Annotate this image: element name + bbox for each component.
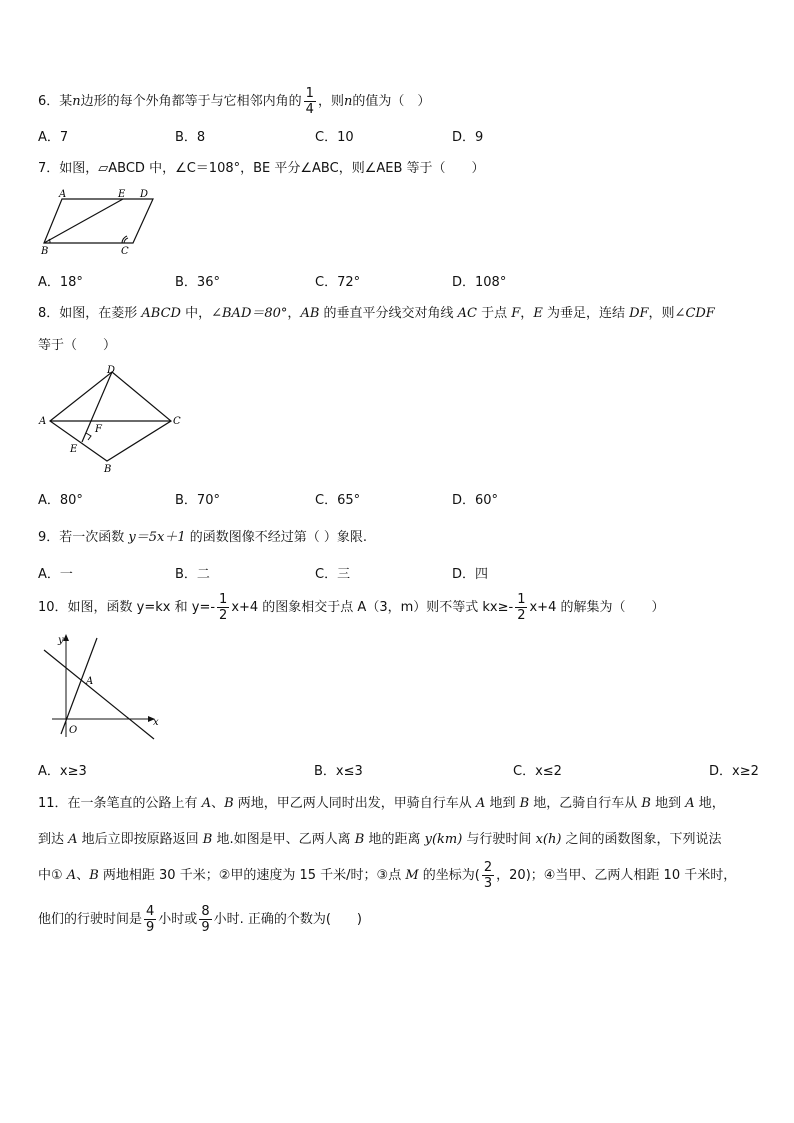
fraction-eight-ninths: $\frac{8}{9}$ <box>201 904 210 935</box>
q6-option-a: A．7 <box>38 130 69 145</box>
q8-option-a: A．80° <box>38 493 83 508</box>
q7-option-d: D．108° <box>452 275 507 290</box>
label-a: A <box>39 416 47 427</box>
label-b: B <box>41 246 49 257</box>
parallelogram-abcd <box>44 199 153 243</box>
q6-option-c: C．10 <box>315 130 354 145</box>
q9-option-c: C．三 <box>315 567 351 582</box>
label-d: D <box>140 189 149 200</box>
q9-option-b: B．二 <box>175 567 210 582</box>
q7-option-c: C．72° <box>315 275 361 290</box>
fraction-one-quarter: $\frac{1}{4}$ <box>305 86 314 117</box>
q7-stem: 7．如图，▱ABCD 中，∠C＝108°，BE 平分∠ABC，则∠AEB 等于（ ） <box>38 161 485 176</box>
q8-option-d: D．60° <box>452 493 499 508</box>
fraction-one-half: $\frac{1}{2}$ <box>219 592 228 623</box>
label-b: B <box>104 464 112 475</box>
q8-stem-line1: 8．如图，在菱形 ABCD 中，∠BAD＝80°，AB 的垂直平分线交对角线 AC 于点 F，E 为垂足，连结 DF，则∠CDF <box>38 306 715 321</box>
angle-c-arc-inner <box>124 238 128 243</box>
q7-option-b: B．36° <box>175 275 220 290</box>
q11-stem-line1: 11．在一条笔直的公路上有 A、B 两地，甲乙两人同时出发，甲骑自行车从 A 地到 B 地，乙骑自行车从 B 地到 A 地， <box>38 796 725 811</box>
fraction-two-thirds: $\frac{2}{3}$ <box>483 860 493 891</box>
q8-rhombus-figure <box>36 360 186 478</box>
rhombus-abcd <box>50 372 171 461</box>
label-a: A <box>59 189 67 200</box>
right-angle-mark <box>86 433 91 440</box>
q7-parallelogram-figure <box>38 188 168 258</box>
q9-stem: 9．若一次函数 y＝5x＋1 的函数图像不经过第（ ）象限. <box>38 530 368 545</box>
q10-option-a: A．x≥3 <box>38 764 87 779</box>
q6-option-d: D．9 <box>452 130 484 145</box>
q9-option-d: D．四 <box>452 567 489 582</box>
angle-b-arc <box>49 239 50 243</box>
label-e: E <box>118 189 126 200</box>
q11-stem-line3: 中① A、B 两地相距 30 千米；②甲的速度为 15 千米/时；③点 M 的坐标为( $\frac{2}{3}$ ，20)；④当甲、乙两人相距 10 千米时， <box>38 860 737 891</box>
q10-option-b: B．x≤3 <box>314 764 363 779</box>
segment-be <box>44 199 123 243</box>
label-c: C <box>173 416 181 427</box>
label-y: y <box>58 635 64 646</box>
label-a: A <box>86 676 94 687</box>
q8-option-c: C．65° <box>315 493 361 508</box>
label-o: O <box>69 725 78 736</box>
label-e: E <box>70 444 78 455</box>
fraction-one-half: $\frac{1}{2}$ <box>517 592 526 623</box>
q8-option-b: B．70° <box>175 493 220 508</box>
q8-stem-line2: 等于（ ） <box>38 338 117 353</box>
q6-stem: 6．某n边形的每个外角都等于与它相邻内角的 $\frac{1}{4}$ ，则n的值为（ ） <box>38 86 431 117</box>
q10-option-c: C．x≤2 <box>513 764 562 779</box>
label-d: D <box>107 365 116 376</box>
label-x: x <box>153 717 159 728</box>
label-c: C <box>121 246 129 257</box>
y-axis-arrow <box>63 634 69 641</box>
q7-option-a: A．18° <box>38 275 83 290</box>
label-f: F <box>95 424 102 435</box>
line-y-neg-half-x-plus-4 <box>44 650 154 739</box>
q11-stem-line2: 到达 A 地后立即按原路返回 B 地.如图是甲、乙两人离 B 地的距离 y(km) 与行驶时间 x(h) 之间的函数图象，下列说法 <box>38 832 722 847</box>
q10-stem: 10．如图，函数 y=kx 和 y=- $\frac{1}{2}$ x+4 的图象相交于点 A（3，m）则不等式 kx≥- $\frac{1}{2}$ x+4 的解集为（ ） <box>38 592 665 623</box>
q10-option-d: D．x≥2 <box>709 764 759 779</box>
q9-option-a: A．一 <box>38 567 73 582</box>
q10-function-graph <box>38 632 168 744</box>
q11-stem-line4: 他们的行驶时间是 $\frac{4}{9}$ 小时或 $\frac{8}{9}$ 小时. 正确的个数为( ) <box>38 904 363 935</box>
q6-option-b: B．8 <box>175 130 206 145</box>
fraction-four-ninths: $\frac{4}{9}$ <box>146 904 155 935</box>
